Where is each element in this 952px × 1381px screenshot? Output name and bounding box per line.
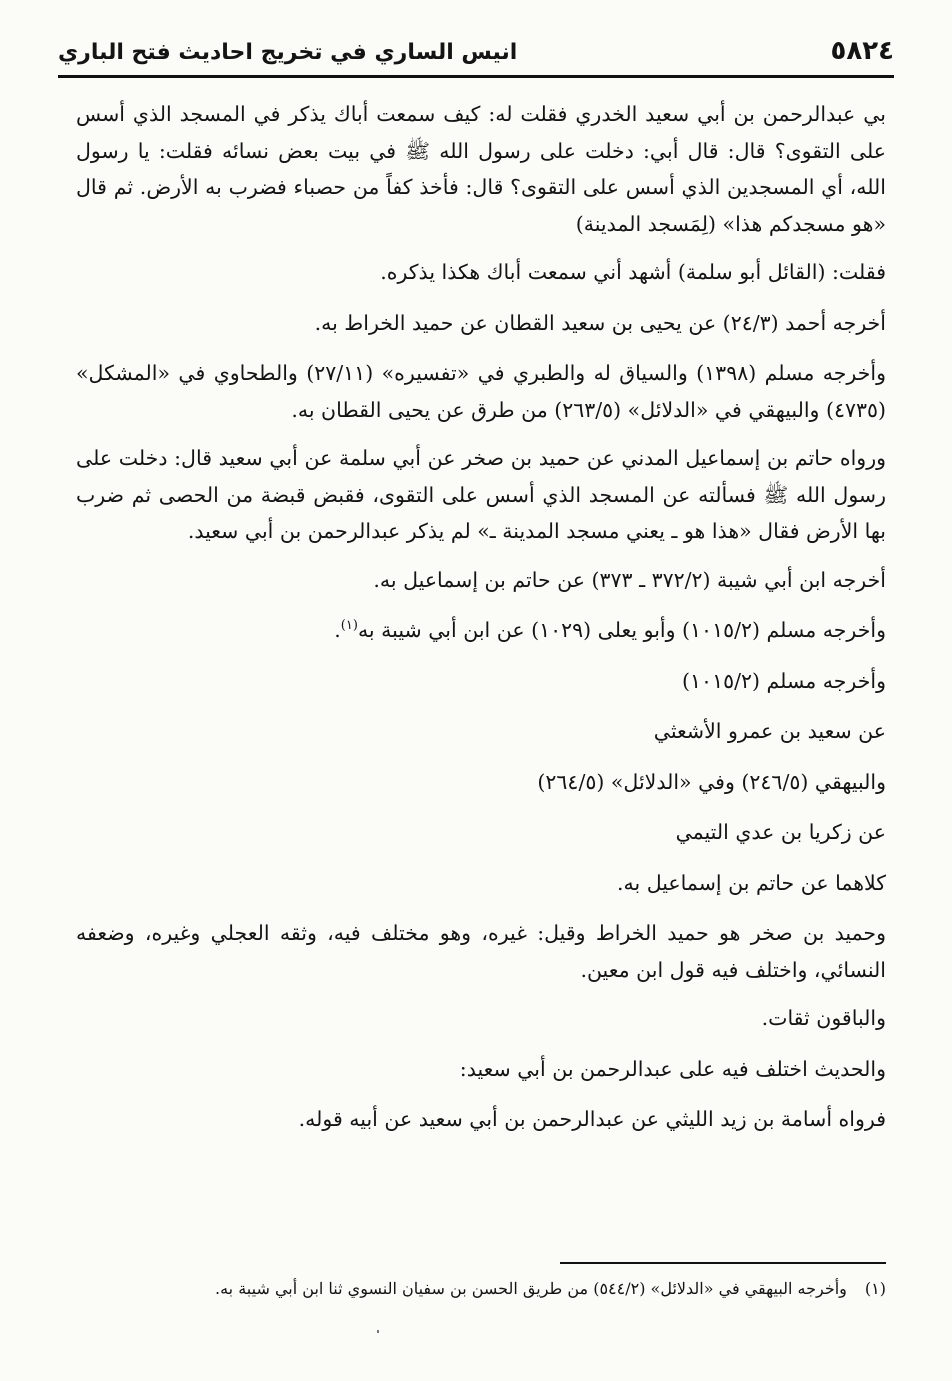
- footnote-rule: [560, 1262, 886, 1264]
- paragraph: والباقون ثقات.: [761, 1006, 886, 1030]
- footnote-text: وأخرجه البيهقي في «الدلائل» (٥٤٤/٢) من طريق الحسن بن سفيان النسوي ثنا ابن أبي شيبة به.: [215, 1279, 847, 1298]
- print-speck: [377, 1330, 379, 1333]
- header-rule: [58, 75, 894, 78]
- paragraph-end: .: [334, 618, 341, 642]
- page-header: [58, 34, 894, 78]
- paragraph: أخرجه ابن أبي شيبة (٣٧٢/٢ ـ ٣٧٣) عن حاتم بن إسماعيل به.: [373, 567, 886, 592]
- paragraph: أخرجه أحمد (٢٤/٣) عن يحيى بن سعيد القطان عن حميد الخراط به.: [314, 310, 886, 335]
- paragraph: كلاهما عن حاتم بن إسماعيل به.: [616, 870, 886, 895]
- paragraph: بي عبدالرحمن بن أبي سعيد الخدري فقلت له: كيف سمعت أباك يذكر في المسجد الذي أسس على التقوى؟ قال: قال أبي: دخلت على رسول الله ﷺ في بيت بعض نسائه فقلت: يا رسول الله، أي المسجدين الذي أسس على التقوى؟ قال: فأخذ كفاً من حصباء فضرب به الأرض. ثم قال «هو مسجدكم هذا» (لِمَسجد المدينة): [76, 102, 886, 236]
- paragraph: وأخرجه مسلم (١٣٩٨) والسياق له والطبري في «تفسيره» (٢٧/١١) والطحاوي في «المشكل» (٤٧٣٥) والبيهقي في «الدلائل» (٢٦٣/٥) من طرق عن يحيى القطان به.: [76, 361, 886, 422]
- paragraph-with-footnote: [76, 612, 886, 649]
- footnote-number: (١): [864, 1279, 886, 1298]
- paragraph: ورواه حاتم بن إسماعيل المدني عن حميد بن صخر عن أبي سلمة عن أبي سعيد قال: دخلت على رسول الله ﷺ فسألته عن المسجد الذي أسس على التقوى، فقبض قبضة من الحصى ثم ضرب بها الأرض فقال «هذا هو ـ يعني مسجد المدينة ـ» لم يذكر عبدالرحمن بن أبي سعيد.: [76, 446, 886, 543]
- paragraph: والبيهقي (٢٤٦/٥) وفي «الدلائل» (٢٦٤/٥): [537, 769, 886, 794]
- paragraph: وأخرجه مسلم (١٠١٥/٢): [682, 668, 886, 693]
- paragraph: والحديث اختلف فيه على عبدالرحمن بن أبي سعيد:: [459, 1056, 886, 1081]
- main-text: [76, 96, 886, 1152]
- page-number: ٥٨٢٤: [830, 36, 894, 66]
- paragraph: وحميد بن صخر هو حميد الخراط وقيل: غيره، وهو مختلف فيه، وثقه العجلي وغيره، وضعفه النسائي، واختلف فيه قول ابن معين.: [76, 921, 886, 982]
- footnote: [76, 1276, 886, 1302]
- running-title: انيس الساري في تخريج احاديث فتح الباري: [58, 40, 518, 65]
- paragraph: فقلت: (القائل أبو سلمة) أشهد أني سمعت أباك هكذا يذكره.: [380, 260, 886, 284]
- footnote-reference: (١): [340, 618, 358, 634]
- paragraph: عن زكريا بن عدي التيمي: [675, 820, 886, 844]
- paragraph: عن سعيد بن عمرو الأشعثي: [653, 719, 886, 743]
- paragraph: فرواه أسامة بن زيد الليثي عن عبدالرحمن بن أبي سعيد عن أبيه قوله.: [298, 1107, 886, 1131]
- paragraph-text: وأخرجه مسلم (١٠١٥/٢) وأبو يعلى (١٠٢٩) عن ابن أبي شيبة به: [357, 618, 886, 642]
